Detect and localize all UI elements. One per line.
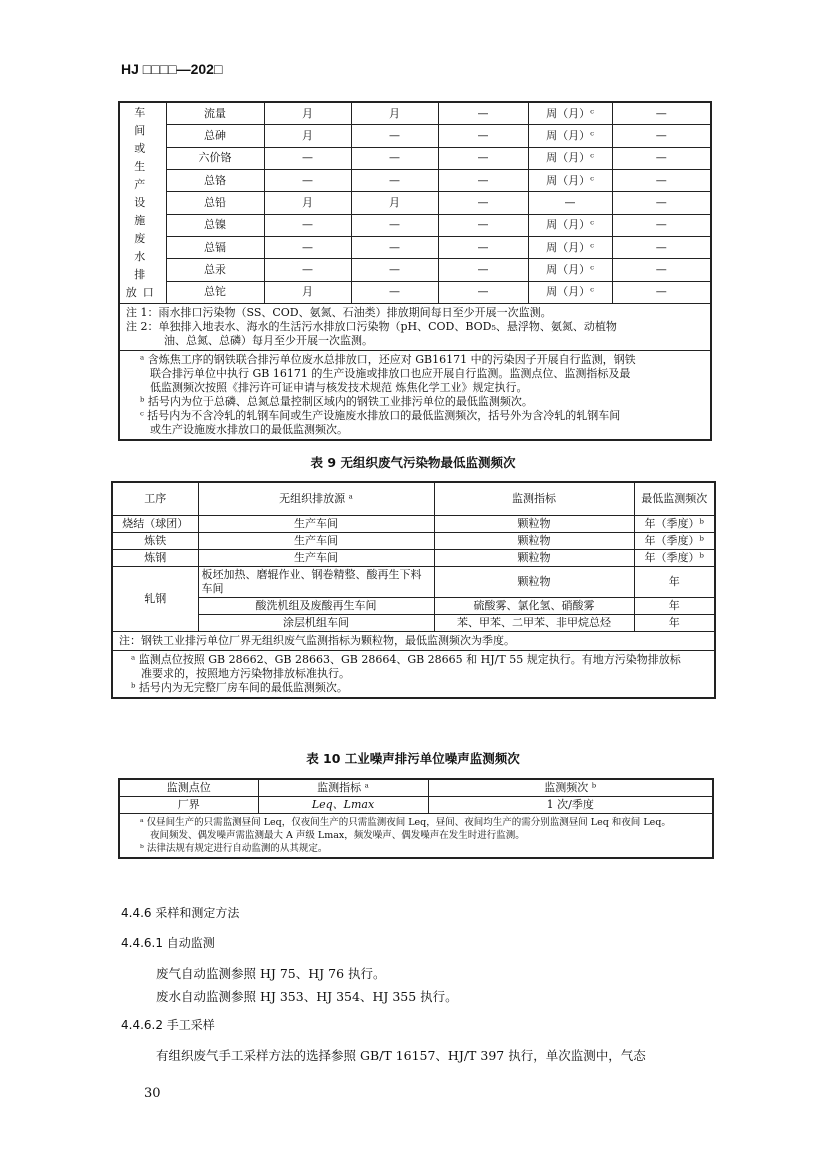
freq-cell: 年（季度）ᵇ	[634, 516, 715, 533]
pollutant-cell: 总汞	[166, 259, 264, 281]
source-cell: 生产车间	[198, 550, 434, 567]
freq-cell: —	[438, 102, 528, 125]
source-cell: 板坯加热、磨辊作业、钢卷精整、酸再生下料车间	[198, 567, 434, 598]
table-row	[119, 259, 711, 281]
table-footnotes	[112, 651, 715, 699]
freq-cell: 周（月）ᶜ	[528, 214, 612, 236]
freq-cell: —	[351, 147, 438, 169]
freq-cell: —	[264, 259, 351, 281]
freq-cell: —	[264, 237, 351, 259]
indicator-cell: Leq、Lmax	[258, 797, 428, 814]
note-2-cont: 油、总氮、总磷）每月至少开展一次监测。	[164, 334, 373, 347]
pollutant-cell: 六价铬	[166, 147, 264, 169]
table-10	[118, 778, 714, 859]
source-cell: 生产车间	[198, 516, 434, 533]
freq-cell: 年（季度）ᵇ	[634, 533, 715, 550]
freq-cell: —	[528, 192, 612, 214]
table-row	[119, 192, 711, 214]
page-number: 30	[144, 1086, 161, 1101]
table-row	[119, 102, 711, 125]
col-header: 工序	[112, 482, 198, 516]
source-cell: 生产车间	[198, 533, 434, 550]
freq-cell: —	[612, 102, 711, 125]
table-row	[119, 147, 711, 169]
footnote-b: ᵇ 法律法规有规定进行自动监测的从其规定。	[140, 843, 328, 854]
freq-cell: —	[438, 192, 528, 214]
table-notes	[119, 304, 711, 351]
freq-cell: 年	[634, 567, 715, 598]
notes-row	[119, 304, 711, 351]
footnote-b: ᵇ 括号内为无完整厂房车间的最低监测频次。	[131, 681, 348, 694]
freq-cell: 月	[351, 102, 438, 125]
pollutant-cell: 流量	[166, 102, 264, 125]
freq-cell: —	[264, 214, 351, 236]
table-row	[119, 237, 711, 259]
footnote-a-cont: 夜间频发、偶发噪声需监测最大 A 声级 Lmax，频发噪声、偶发噪声在发生时进行监测。	[150, 830, 525, 841]
table-header-row	[112, 482, 715, 516]
freq-cell: 月	[264, 102, 351, 125]
table-row	[119, 281, 711, 303]
freq-cell: 周（月）ᶜ	[528, 102, 612, 125]
process-cell: 炼铁	[112, 533, 198, 550]
footnote-a: ᵃ 含炼焦工序的钢铁联合排污单位废水总排放口，还应对 GB16171 中的污染因子开展自行监测，钢铁	[140, 353, 636, 366]
pollutant-cell: 总铬	[166, 170, 264, 192]
freq-cell: —	[612, 214, 711, 236]
freq-cell: —	[351, 214, 438, 236]
table-note: 注：钢铁工业排污单位厂界无组织废气监测指标为颗粒物，最低监测频次为季度。	[112, 632, 715, 651]
freq-cell: 周（月）ᶜ	[528, 125, 612, 147]
footnotes-row	[119, 351, 711, 441]
section-heading-4-4-6-2: 4.4.6.2 手工采样	[121, 1018, 215, 1032]
table-9	[111, 481, 716, 699]
indicator-cell: 颗粒物	[434, 516, 634, 533]
source-cell: 涂层机组车间	[198, 615, 434, 632]
freq-cell: 年	[634, 615, 715, 632]
freq-cell: —	[612, 281, 711, 303]
table-row	[112, 598, 715, 615]
freq-cell: 年（季度）ᵇ	[634, 550, 715, 567]
table-header-row	[119, 779, 713, 797]
footnote-a: ᵃ 监测点位按照 GB 28662、GB 28663、GB 28664、GB 28665 和 HJ/T 55 规定执行。有地方污染物排放标	[131, 653, 681, 666]
footnote-a-cont: 准要求的，按照地方污染物排放标准执行。	[141, 667, 350, 680]
freq-cell: 月	[264, 125, 351, 147]
paragraph: 废气自动监测参照 HJ 75、HJ 76 执行。	[156, 966, 386, 981]
freq-cell: —	[612, 237, 711, 259]
indicator-cell: 硫酸雾、氯化氢、硝酸雾	[434, 598, 634, 615]
freq-cell: —	[438, 281, 528, 303]
freq-cell: —	[612, 259, 711, 281]
paragraph: 有组织废气手工采样方法的选择参照 GB/T 16157、HJ/T 397 执行，单次监测中，气态	[156, 1048, 646, 1063]
source-cell: 酸洗机组及废酸再生车间	[198, 598, 434, 615]
process-cell: 炼钢	[112, 550, 198, 567]
freq-cell: 周（月）ᶜ	[528, 170, 612, 192]
table-row	[112, 516, 715, 533]
freq-cell: —	[612, 192, 711, 214]
notes-row	[112, 632, 715, 651]
freq-cell: —	[351, 237, 438, 259]
pollutant-cell: 总铊	[166, 281, 264, 303]
freq-cell: —	[438, 259, 528, 281]
freq-cell: 年	[634, 598, 715, 615]
table-row	[112, 533, 715, 550]
section-heading-4-4-6: 4.4.6 采样和测定方法	[121, 906, 240, 920]
pollutant-cell: 总砷	[166, 125, 264, 147]
freq-cell: 周（月）ᶜ	[528, 237, 612, 259]
indicator-cell: 颗粒物	[434, 533, 634, 550]
table-8-continued	[118, 101, 712, 441]
footnotes-row	[112, 651, 715, 699]
paragraph: 废水自动监测参照 HJ 353、HJ 354、HJ 355 执行。	[156, 989, 458, 1004]
freq-cell: 1 次/季度	[428, 797, 713, 814]
footnote-c-cont: 或生产设施废水排放口的最低监测频次。	[150, 423, 348, 436]
freq-cell: —	[438, 125, 528, 147]
group-label: 车 间 或 生 产 设 施 废 水 排 放口	[119, 102, 166, 304]
freq-cell: 周（月）ᶜ	[528, 281, 612, 303]
freq-cell: —	[612, 125, 711, 147]
footnote-a: ᵃ 仅昼间生产的只需监测昼间 Leq，仅夜间生产的只需监测夜间 Leq，昼间、夜间均生产的需分别监测昼间 Leq 和夜间 Leq。	[140, 817, 671, 828]
table-row	[119, 797, 713, 814]
freq-cell: —	[612, 147, 711, 169]
freq-cell: 月	[264, 281, 351, 303]
pollutant-cell: 总镍	[166, 214, 264, 236]
document-header: HJ □□□□—202□	[121, 61, 223, 77]
table-10-title: 表 10 工业噪声排污单位噪声监测频次	[306, 751, 520, 766]
freq-cell: 周（月）ᶜ	[528, 147, 612, 169]
table-9-title: 表 9 无组织废气污染物最低监测频次	[310, 455, 516, 470]
freq-cell: 周（月）ᶜ	[528, 259, 612, 281]
freq-cell: —	[351, 170, 438, 192]
pollutant-cell: 总镉	[166, 237, 264, 259]
indicator-cell: 颗粒物	[434, 567, 634, 598]
col-header: 监测指标	[434, 482, 634, 516]
col-header: 最低监测频次	[634, 482, 715, 516]
freq-cell: —	[438, 170, 528, 192]
freq-cell: —	[351, 259, 438, 281]
footnote-c: ᶜ 括号内为不含冷轧的轧钢车间或生产设施废水排放口的最低监测频次，括号外为含冷轧的轧钢车间	[140, 409, 621, 422]
table-row	[112, 550, 715, 567]
table-footnotes	[119, 351, 711, 441]
point-cell: 厂界	[119, 797, 258, 814]
note-1: 注 1：雨水排口污染物（SS、COD、氨氮、石油类）排放期间每日至少开展一次监测。	[126, 306, 552, 319]
footnote-b: ᵇ 括号内为位于总磷、总氮总量控制区域内的钢铁工业排污单位的最低监测频次。	[140, 395, 533, 408]
freq-cell: —	[438, 237, 528, 259]
process-cell: 烧结（球团）	[112, 516, 198, 533]
freq-cell: 月	[351, 192, 438, 214]
pollutant-cell: 总铅	[166, 192, 264, 214]
freq-cell: —	[351, 281, 438, 303]
freq-cell: —	[264, 147, 351, 169]
table-row	[119, 170, 711, 192]
col-header: 监测指标 ᵃ	[258, 779, 428, 797]
freq-cell: —	[612, 170, 711, 192]
table-row	[112, 567, 715, 598]
col-header: 监测点位	[119, 779, 258, 797]
footnote-a-cont2: 低监测频次按照《排污许可证申请与核发技术规范 炼焦化学工业》规定执行。	[150, 381, 528, 394]
footnotes-row	[119, 814, 713, 859]
freq-cell: —	[438, 214, 528, 236]
table-row	[119, 125, 711, 147]
indicator-cell: 颗粒物	[434, 550, 634, 567]
section-heading-4-4-6-1: 4.4.6.1 自动监测	[121, 936, 215, 950]
freq-cell: —	[351, 125, 438, 147]
table-row	[119, 214, 711, 236]
table-row	[112, 615, 715, 632]
freq-cell: 月	[264, 192, 351, 214]
col-header: 无组织排放源 ᵃ	[198, 482, 434, 516]
freq-cell: —	[438, 147, 528, 169]
col-header: 监测频次 ᵇ	[428, 779, 713, 797]
indicator-cell: 苯、甲苯、二甲苯、非甲烷总烃	[434, 615, 634, 632]
table-footnotes	[119, 814, 713, 859]
note-2: 注 2：单独排入地表水、海水的生活污水排放口污染物（pH、COD、BOD₅、悬浮物、氨氮、动植物	[126, 320, 617, 333]
freq-cell: —	[264, 170, 351, 192]
process-cell: 轧钢	[112, 567, 198, 632]
footnote-a-cont: 联合排污单位中执行 GB 16171 的生产设施或排放口也应开展自行监测。监测点位、监测指标及最	[150, 367, 631, 380]
